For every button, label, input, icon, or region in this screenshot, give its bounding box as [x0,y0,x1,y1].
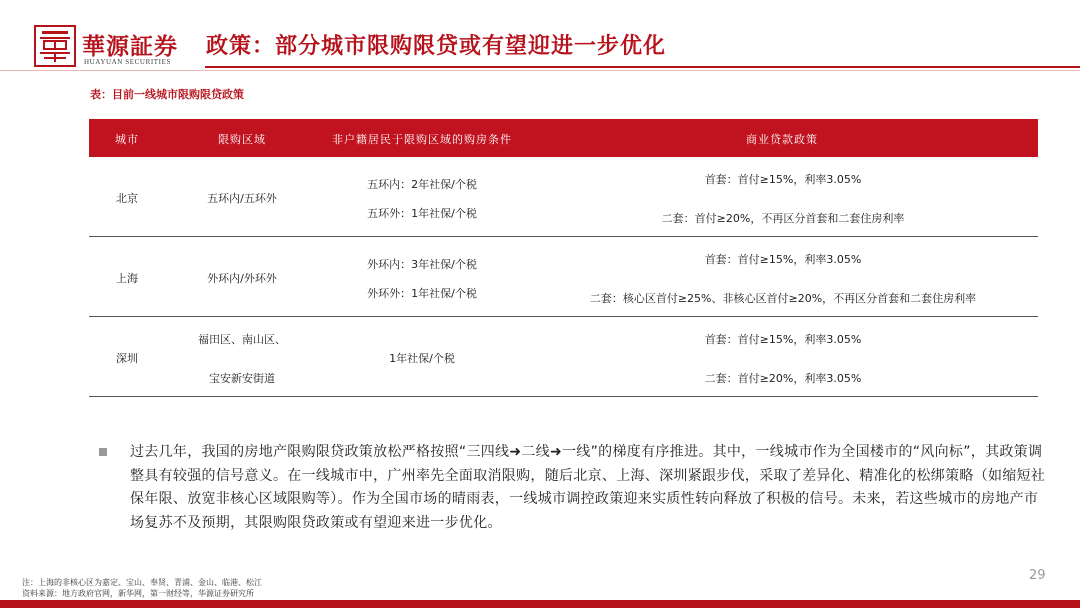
city-cell: 北京 [116,192,138,205]
policy-table [89,119,1038,397]
loan-policy-cell: 首套：首付≥15%，利率3.05% [704,253,862,266]
zone-cell: 福田区、南山区、 [198,333,286,346]
condition-cell: 1年社保/个税 [389,352,455,365]
table-row [89,237,1038,317]
logo-text: 華源証券 [82,33,178,60]
bullet-square-icon [99,448,107,456]
logo-subtext: HUAYUAN SECURITIES [84,58,171,66]
condition-cell: 外环外：1年社保/个税 [367,287,477,300]
loan-policy-cell: 二套：核心区首付≥25%、非核心区首付≥20%，不再区分首套和二套住房利率 [589,292,977,305]
title-underline [205,66,1080,68]
table-caption: 表：目前一线城市限购限贷政策 [90,88,244,101]
loan-policy-cell: 首套：首付≥15%，利率3.05% [704,333,862,346]
footnote-source: 资料来源：地方政府官网，新华网，第一财经等，华源证券研究所 [22,589,254,598]
page-number: 29 [1029,568,1046,583]
table-row [89,317,1038,397]
table-row [89,157,1038,237]
city-cell: 上海 [116,272,138,285]
slide-title: 政策：部分城市限购限贷或有望迎进一步优化 [206,34,667,59]
condition-cell: 五环内：2年社保/个税 [367,178,477,191]
header-divider [0,70,1080,71]
condition-cell: 外环内：3年社保/个税 [367,258,477,271]
city-cell: 深圳 [116,352,138,365]
condition-cell: 五环外：1年社保/个税 [367,207,477,220]
column-header-city: 城市 [115,133,139,146]
zone-cell: 五环内/五环外 [207,192,277,205]
company-logo-icon [34,25,76,67]
loan-policy-cell: 二套：首付≥20%，利率3.05% [704,372,862,385]
body-paragraph: 过去几年，我国的房地产限购限贷政策放松严格按照“三四线➜二线➜一线”的梯度有序推进。其中，一线城市作为全国楼市的“风向标”，其政策调整具有较强的信号意义。在一线城市中，广州率先全面取消限购，随后北京、上海、深圳紧跟步伐，采取了差异化、精准化的松绑策略（如缩短社保年限、放宽非核心区域限购等）。作为全国市场的晴雨表，一线城市调控政策迎来实质性转向释放了积极的信号。未来，若这些城市的房地产市场复苏不及预期，其限购限贷政策或有望迎来进一步优化。 [130,444,1046,531]
column-header-zone: 限购区域 [218,133,266,146]
zone-cell: 外环内/外环外 [207,272,277,285]
table-header-row [89,119,1038,157]
loan-policy-cell: 二套：首付≥20%，不再区分首套和二套住房利率 [661,212,905,225]
footer-bar [0,600,1080,608]
column-header-conditions: 非户籍居民于限购区域的购房条件 [332,133,512,146]
column-header-loan-policy: 商业贷款政策 [746,133,818,146]
footnote-note: 注：上海的非核心区为嘉定、宝山、奉贤、青浦、金山、临港、松江 [22,578,262,587]
loan-policy-cell: 首套：首付≥15%，利率3.05% [704,173,862,186]
zone-cell: 宝安新安街道 [209,372,275,385]
